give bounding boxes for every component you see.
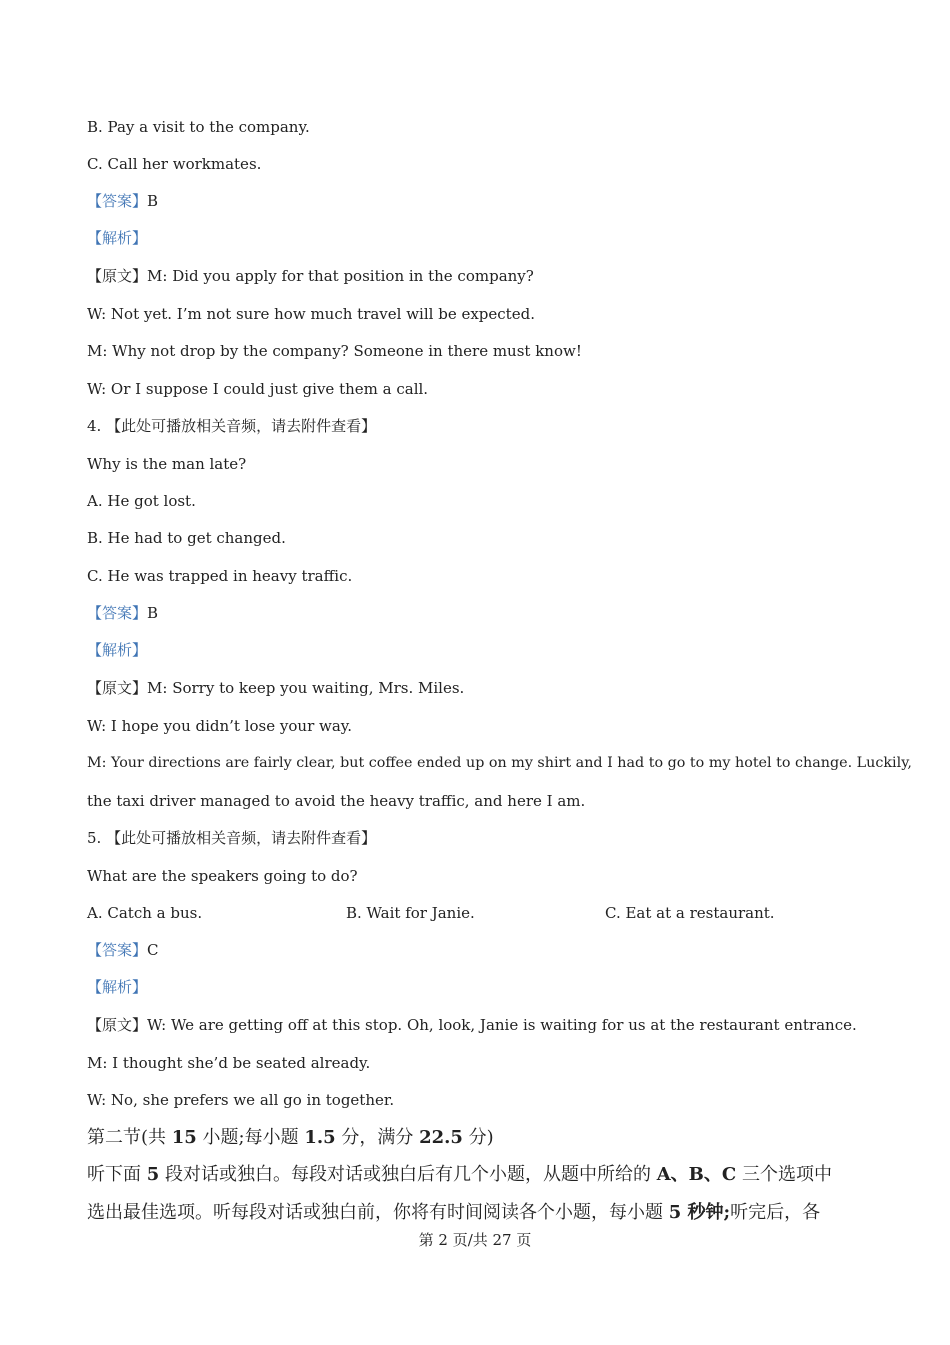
q4-transcript-line: M: Your directions are fairly clear, but coffee ended up on my shirt and I had to go to my hotel to change. Luckily, [87,755,912,771]
q3-option-b: B. Pay a visit to the company. [87,118,310,136]
audio-note: 【此处可播放相关音频，请去附件查看】 [106,417,377,435]
q5-option-b: B. Wait for Janie. [346,904,475,922]
section-instructions-line [87,1163,832,1187]
page-footer: 第 2 页/共 27 页 [418,1231,532,1249]
audio-note: 【此处可播放相关音频，请去附件查看】 [106,829,377,847]
question-number: 4. [87,417,102,435]
q4-transcript-line [87,678,464,698]
q5-answer [87,940,159,960]
q5-transcript-line: M: I thought she’d be seated already. [87,1054,371,1072]
answer-value: B [147,604,159,622]
q5-analysis [87,977,147,997]
analysis-tag: 【解析】 [87,229,148,247]
instruction-text: 选出最佳选项。听每段对话或独白前，你将有时间阅读各个小题，每小题 [87,1202,669,1223]
q3-transcript-line [87,266,534,286]
q4-analysis [87,640,147,660]
q4-transcript-line: W: I hope you didn’t lose your way. [87,717,353,735]
q4-answer [87,603,158,623]
instruction-text: 秒钟; [681,1202,731,1223]
heading-text: 分) [462,1127,494,1148]
original-tag: 【原文】 [87,267,148,285]
transcript-text: W: We are getting off at this stop. Oh, look, Janie is waiting for us at the restaurant entrance. [147,1016,857,1034]
original-tag: 【原文】 [87,679,148,697]
answer-value: C [147,941,159,959]
analysis-tag: 【解析】 [87,978,148,996]
heading-total: 22.5 [419,1127,463,1148]
q5-transcript-line: W: No, she prefers we all go in together. [87,1091,395,1109]
instruction-number: 5 [668,1202,682,1223]
instruction-text: 三个选项中 [736,1164,832,1185]
q4-option-c: C. He was trapped in heavy traffic. [87,567,353,585]
question-number: 5. [87,829,102,847]
section-instructions-line [87,1201,820,1225]
heading-points: 1.5 [304,1127,336,1148]
q4-header [87,416,376,436]
q3-analysis [87,228,147,248]
q5-question: What are the speakers going to do? [87,867,358,885]
answer-tag: 【答案】 [87,941,148,959]
q4-option-b: B. He had to get changed. [87,529,286,547]
q5-header [87,828,376,848]
original-tag: 【原文】 [87,1016,148,1034]
heading-count: 15 [171,1127,197,1148]
instruction-text: 听完后，各 [730,1202,821,1223]
instruction-text: 听下面 [87,1164,147,1185]
heading-text: 第二节(共 [87,1127,172,1148]
instruction-number: 5 [146,1164,160,1185]
q5-option-c: C. Eat at a restaurant. [605,904,775,922]
answer-tag: 【答案】 [87,604,148,622]
q3-transcript-line: M: Why not drop by the company? Someone in there must know! [87,342,582,360]
heading-text: 分，满分 [335,1127,420,1148]
section-heading [87,1126,494,1150]
transcript-text: M: Sorry to keep you waiting, Mrs. Miles. [147,679,465,697]
answer-tag: 【答案】 [87,192,148,210]
q4-transcript-line: the taxi driver managed to avoid the heavy traffic, and here I am. [87,792,586,810]
answer-value: B [147,192,159,210]
instruction-options: A、B、C [656,1164,737,1185]
q4-question: Why is the man late? [87,455,247,473]
instruction-text: 段对话或独白。每段对话或独白后有几个小题，从题中所给的 [159,1164,657,1185]
transcript-text: M: Did you apply for that position in the company? [147,267,534,285]
heading-text: 小题;每小题 [196,1127,305,1148]
q4-option-a: A. He got lost. [87,492,196,510]
q3-transcript-line: W: Not yet. I’m not sure how much travel will be expected. [87,305,535,323]
q5-option-a: A. Catch a bus. [87,904,203,922]
q3-option-c: C. Call her workmates. [87,155,262,173]
q3-transcript-line: W: Or I suppose I could just give them a call. [87,380,429,398]
analysis-tag: 【解析】 [87,641,148,659]
q5-transcript-line [87,1015,857,1035]
q3-answer [87,191,158,211]
